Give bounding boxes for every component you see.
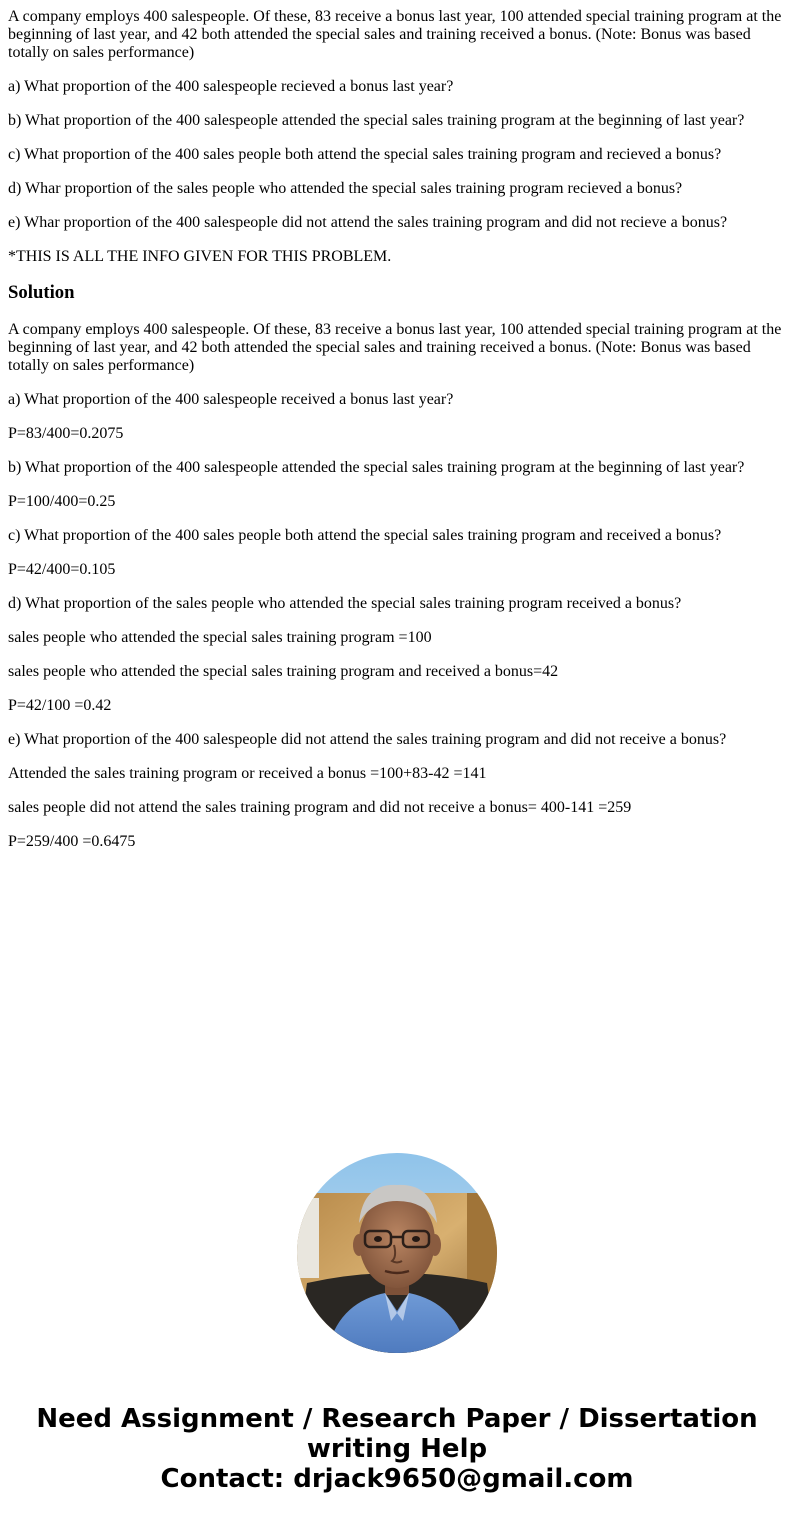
question-e: e) Whar proportion of the 400 salespeople did not attend the sales training program and did not recieve a bonus? [8,214,728,231]
solution-a-question: a) What proportion of the 400 salespeople received a bonus last year? [8,391,454,408]
footer-help-text: Need Assignment / Research Paper / Dissertation writing Help [36,1404,758,1464]
solution-c-question: c) What proportion of the 400 sales people both attend the special sales training program and received a bonus? [8,527,722,544]
tutor-portrait-image [297,1153,497,1353]
tutor-avatar [297,1153,497,1353]
question-d: d) Whar proportion of the sales people who attended the special sales training program recieved a bonus? [8,180,683,197]
question-a: a) What proportion of the 400 salespeople recieved a bonus last year? [8,78,454,95]
solution-d-question: d) What proportion of the sales people who attended the special sales training program received a bonus? [8,595,682,612]
contact-footer [0,1404,794,1494]
footer-contact-email: Contact: drjack9650@gmail.com [160,1464,634,1494]
solution-e-line1: Attended the sales training program or received a bonus =100+83-42 =141 [8,765,487,782]
document-content [8,8,786,867]
solution-a-answer: P=83/400=0.2075 [8,425,124,442]
solution-b-answer: P=100/400=0.25 [8,493,116,510]
question-intro: A company employs 400 salespeople. Of these, 83 receive a bonus last year, 100 attended special training program at the beginning of last year, and 42 both attended the special sales and training received a bonus. (Note: Bonus was based totally on sales performance) [8,8,782,61]
solution-d-answer: P=42/100 =0.42 [8,697,112,714]
question-note: *THIS IS ALL THE INFO GIVEN FOR THIS PROBLEM. [8,248,392,265]
solution-heading: Solution [8,282,75,303]
question-b: b) What proportion of the 400 salespeople attended the special sales training program at the beginning of last year? [8,112,745,129]
solution-e-question: e) What proportion of the 400 salespeople did not attend the sales training program and did not receive a bonus? [8,731,727,748]
solution-d-line1: sales people who attended the special sales training program =100 [8,629,432,646]
solution-e-answer: P=259/400 =0.6475 [8,833,136,850]
solution-c-answer: P=42/400=0.105 [8,561,116,578]
solution-e-line2: sales people did not attend the sales training program and did not receive a bonus= 400-141 =259 [8,799,632,816]
solution-b-question: b) What proportion of the 400 salespeople attended the special sales training program at the beginning of last year? [8,459,745,476]
solution-intro: A company employs 400 salespeople. Of these, 83 receive a bonus last year, 100 attended special training program at the beginning of last year, and 42 both attended the special sales and training received a bonus. (Note: Bonus was based totally on sales performance) [8,321,782,374]
solution-d-line2: sales people who attended the special sales training program and received a bonus=42 [8,663,559,680]
question-c: c) What proportion of the 400 sales people both attend the special sales training program and recieved a bonus? [8,146,722,163]
